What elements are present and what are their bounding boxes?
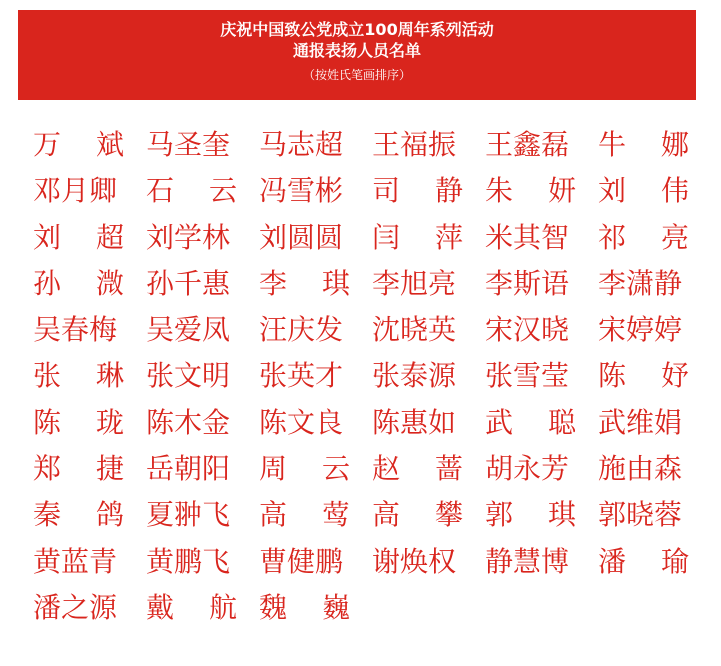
- name-entry: [598, 446, 689, 492]
- name-part: 琪: [547, 498, 576, 532]
- name-entry: [146, 215, 237, 261]
- name-part: 张泰源: [372, 359, 457, 393]
- name-part: 陈木金: [146, 405, 231, 439]
- name-entry: [259, 215, 350, 261]
- name-entry: [146, 585, 237, 631]
- name-entry: [485, 122, 576, 168]
- name-part: 王福振: [372, 128, 457, 161]
- name-part: 莺: [321, 498, 350, 532]
- name-part: 聪: [547, 405, 576, 439]
- name-entry: [259, 539, 350, 585]
- name-entry: [598, 261, 689, 307]
- name-part: 张: [33, 359, 62, 393]
- name-part: 瑜: [660, 544, 689, 578]
- name-part: 萍: [434, 220, 463, 254]
- name-entry: [372, 400, 463, 446]
- name-entry: [33, 261, 124, 307]
- name-entry: [598, 492, 689, 538]
- name-part: 珑: [95, 405, 124, 439]
- name-part: 刘学林: [146, 220, 231, 254]
- name-part: 蔷: [434, 452, 463, 486]
- name-part: 马志超: [259, 128, 344, 161]
- name-part: 张雪莹: [485, 359, 570, 393]
- name-entry: [372, 122, 463, 168]
- name-part: 超: [95, 220, 124, 254]
- name-entry: [146, 492, 237, 538]
- name-part: 吴春梅: [33, 313, 118, 347]
- name-part: 陈: [598, 359, 627, 393]
- name-entry: [598, 400, 689, 446]
- name-part: 郭: [485, 498, 514, 532]
- name-part: 静: [434, 174, 463, 208]
- name-entry: [146, 400, 237, 446]
- name-part: 陈文良: [259, 405, 344, 439]
- name-part: 李: [259, 266, 288, 300]
- name-part: 秦: [33, 498, 62, 532]
- name-part: 陈惠如: [372, 405, 457, 439]
- name-part: 米其智: [485, 220, 570, 254]
- name-part: 高: [372, 498, 401, 532]
- name-part: 刘圆圆: [259, 220, 344, 254]
- name-entry: [33, 215, 124, 261]
- name-entry: [33, 168, 124, 214]
- name-part: 航: [208, 590, 237, 624]
- name-entry: [372, 539, 463, 585]
- name-part: 宋汉晓: [485, 313, 570, 347]
- name-part: 武: [485, 405, 514, 439]
- name-part: 谢焕权: [372, 544, 457, 578]
- name-part: 王鑫磊: [485, 128, 570, 161]
- name-part: 宋婷婷: [598, 313, 683, 347]
- name-entry: [598, 215, 689, 261]
- name-entry: [485, 168, 576, 214]
- name-part: 曹健鹏: [259, 544, 344, 578]
- sort-note: （按姓氏笔画排序）: [302, 68, 411, 82]
- title-banner: [18, 10, 696, 100]
- name-part: 施由森: [598, 452, 683, 486]
- name-entry: [33, 353, 124, 399]
- name-entry: [598, 122, 689, 168]
- name-entry: [146, 539, 237, 585]
- name-part: 娜: [660, 128, 689, 161]
- name-part: 李旭亮: [372, 266, 457, 300]
- name-entry: [485, 215, 576, 261]
- name-part: 云: [321, 452, 350, 486]
- name-part: 武维娟: [598, 405, 683, 439]
- banner-subtitle: 通报表扬人员名单: [292, 41, 421, 60]
- name-part: 祁: [598, 220, 627, 254]
- name-entry: [33, 400, 124, 446]
- name-part: 妤: [660, 359, 689, 393]
- name-entry: [598, 307, 689, 353]
- name-entry: [146, 168, 237, 214]
- name-part: 李斯语: [485, 266, 570, 300]
- name-part: 朱: [485, 174, 514, 208]
- name-entry: [372, 215, 463, 261]
- name-entry: [33, 122, 124, 168]
- name-entry: [598, 168, 689, 214]
- name-entry: [146, 446, 237, 492]
- name-entry: [259, 446, 350, 492]
- name-entry: [259, 168, 350, 214]
- name-part: 伟: [660, 174, 689, 208]
- name-entry: [372, 168, 463, 214]
- name-part: 捷: [95, 452, 124, 486]
- name-part: 高: [259, 498, 288, 532]
- name-part: 亮: [660, 220, 689, 254]
- name-entry: [372, 353, 463, 399]
- name-entry: [598, 539, 689, 585]
- name-entry: [33, 307, 124, 353]
- name-part: 万: [33, 128, 62, 161]
- name-entry: [33, 539, 124, 585]
- name-part: 牛: [598, 128, 627, 161]
- name-part: 郑: [33, 452, 62, 486]
- name-part: 夏翀飞: [146, 498, 231, 532]
- name-entry: [485, 446, 576, 492]
- name-part: 孙: [33, 266, 62, 300]
- name-list: [33, 122, 693, 631]
- name-part: 张文明: [146, 359, 231, 393]
- name-part: 赵: [372, 452, 401, 486]
- name-part: 潘: [598, 544, 627, 578]
- name-entry: [259, 353, 350, 399]
- name-part: 静慧博: [485, 544, 570, 578]
- name-entry: [146, 353, 237, 399]
- name-part: 潘之源: [33, 590, 118, 624]
- name-entry: [485, 261, 576, 307]
- name-part: 周: [259, 452, 288, 486]
- name-part: 斌: [95, 128, 124, 161]
- name-part: 戴: [146, 590, 175, 624]
- name-entry: [598, 353, 689, 399]
- name-entry: [485, 307, 576, 353]
- name-part: 云: [208, 174, 237, 208]
- name-entry: [33, 585, 124, 631]
- name-part: 黄蓝青: [33, 544, 118, 578]
- name-part: 张英才: [259, 359, 344, 393]
- name-entry: [259, 492, 350, 538]
- name-part: 攀: [434, 498, 463, 532]
- name-part: 妍: [547, 174, 576, 208]
- name-entry: [372, 307, 463, 353]
- name-part: 魏: [259, 590, 288, 624]
- name-entry: [259, 261, 350, 307]
- name-part: 巍: [321, 590, 350, 624]
- name-part: 司: [372, 174, 401, 208]
- name-part: 岳朝阳: [146, 452, 231, 486]
- name-part: 黄鹏飞: [146, 544, 231, 578]
- name-entry: [372, 446, 463, 492]
- name-part: 马圣奎: [146, 128, 231, 161]
- name-entry: [372, 492, 463, 538]
- name-entry: [259, 122, 350, 168]
- name-part: 邓月卿: [33, 174, 118, 208]
- name-part: 汪庆发: [259, 313, 344, 347]
- name-entry: [485, 492, 576, 538]
- name-part: 琪: [321, 266, 350, 300]
- name-part: 陈: [33, 405, 62, 439]
- name-entry: [146, 307, 237, 353]
- name-part: 冯雪彬: [259, 174, 344, 208]
- banner-title: 庆祝中国致公党成立100周年系列活动: [220, 20, 494, 39]
- name-part: 胡永芳: [485, 452, 570, 486]
- name-entry: [259, 585, 350, 631]
- name-part: 沈晓英: [372, 313, 457, 347]
- name-entry: [485, 539, 576, 585]
- name-part: 吴爱凤: [146, 313, 231, 347]
- name-entry: [485, 353, 576, 399]
- name-entry: [146, 261, 237, 307]
- name-part: 闫: [372, 220, 401, 254]
- name-entry: [259, 400, 350, 446]
- name-part: 刘: [33, 220, 62, 254]
- name-entry: [259, 307, 350, 353]
- name-entry: [485, 400, 576, 446]
- name-part: 石: [146, 174, 175, 208]
- name-part: 溦: [95, 266, 124, 300]
- name-part: 鸽: [95, 498, 124, 532]
- name-entry: [33, 492, 124, 538]
- name-part: 孙千惠: [146, 266, 231, 300]
- name-entry: [146, 122, 237, 168]
- name-entry: [372, 261, 463, 307]
- name-part: 刘: [598, 174, 627, 208]
- name-part: 琳: [95, 359, 124, 393]
- name-entry: [33, 446, 124, 492]
- name-part: 郭晓蓉: [598, 498, 683, 532]
- name-part: 李潇静: [598, 266, 683, 300]
